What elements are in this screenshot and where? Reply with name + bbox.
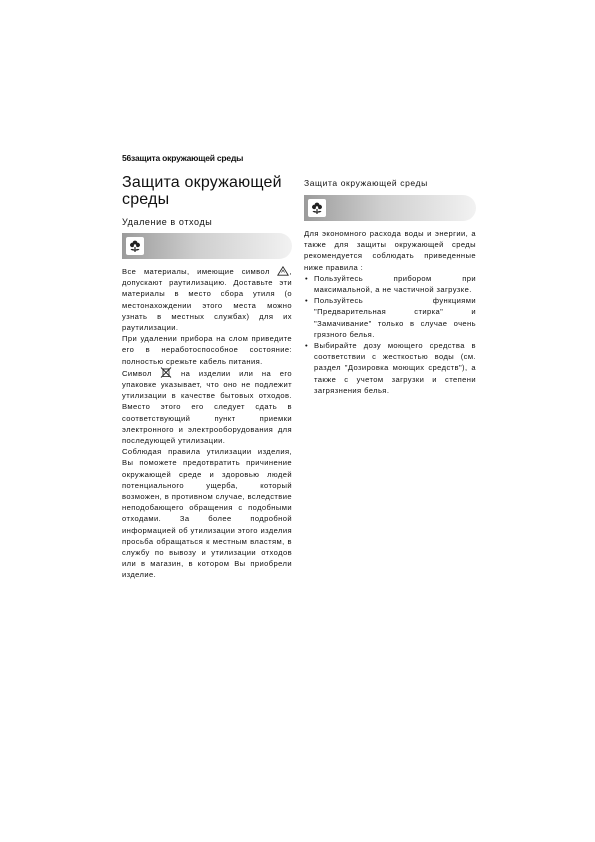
- section-title: Защита окружающей среды: [304, 178, 428, 188]
- page-title: Защита окружающей среды: [122, 174, 282, 208]
- intro-paragraph: Для экономного расхода воды и энергии, а также для защиты окружающей среды рекомендуется соблюдать приведенные ниже правила :: [304, 229, 476, 272]
- page-header: 56защита окружающей среды: [122, 153, 244, 163]
- crossed-bin-icon: [160, 367, 172, 377]
- recycle-triangle-icon: [277, 266, 289, 276]
- weee-paragraph: Символ на изделии или на его упаковке указывает, что оно не подлежит утилизации в качестве бытовых отходов. Вместо этого его следует сдать в соответствующий пункт приемки электронного и электрооборудования для последующей утилизации.: [122, 368, 292, 446]
- list-item: • Пользуйтесь прибором при максимальной, а не частичной загрузке.: [304, 273, 476, 295]
- eco-flower-icon: [308, 199, 326, 217]
- list-item: • Пользуйтесь функциями "Предварительная стирка" и "Замачивание" только в случае очень грязного белья.: [304, 295, 476, 340]
- recycling-paragraph: Все материалы, имеющие символ , допускают раутилизацию. Доставьте эти материалы в место сбора утиля (о местонахождении этого места можно узнать в местных службах) для их раутилизации.: [122, 267, 292, 333]
- tips-list: [304, 273, 476, 396]
- section-subtitle: Удаление в отходы: [122, 217, 213, 227]
- compliance-paragraph: Соблюдая правила утилизации изделия, Вы поможете предотвратить причинение окружающей среде и здоровью людей потенциального ущерба, который возможен, в противном случае, вследствие неподобающего обращения с подобными отходами. За более подробной информацией об утилизации этого изделия просьба обращаться к местным властям, в службу по вывозу и утилизации отходов или в магазин, в котором Вы приобрели изделие.: [122, 447, 292, 580]
- eco-banner: [122, 233, 292, 259]
- left-column: [122, 174, 292, 581]
- disposal-paragraph: При удалении прибора на слом приведите его в неработоспособное состояние: полностью срежьте кабель питания.: [122, 334, 292, 366]
- eco-banner-right: [304, 195, 476, 221]
- right-column: [304, 178, 476, 396]
- eco-flower-icon: [126, 237, 144, 255]
- list-item: • Выбирайте дозу моющего средства в соответствии с жесткостью воды (см. раздел "Дозировка моющих средств"), а также с учетом загрузки и степени загрязнения белья.: [304, 340, 476, 396]
